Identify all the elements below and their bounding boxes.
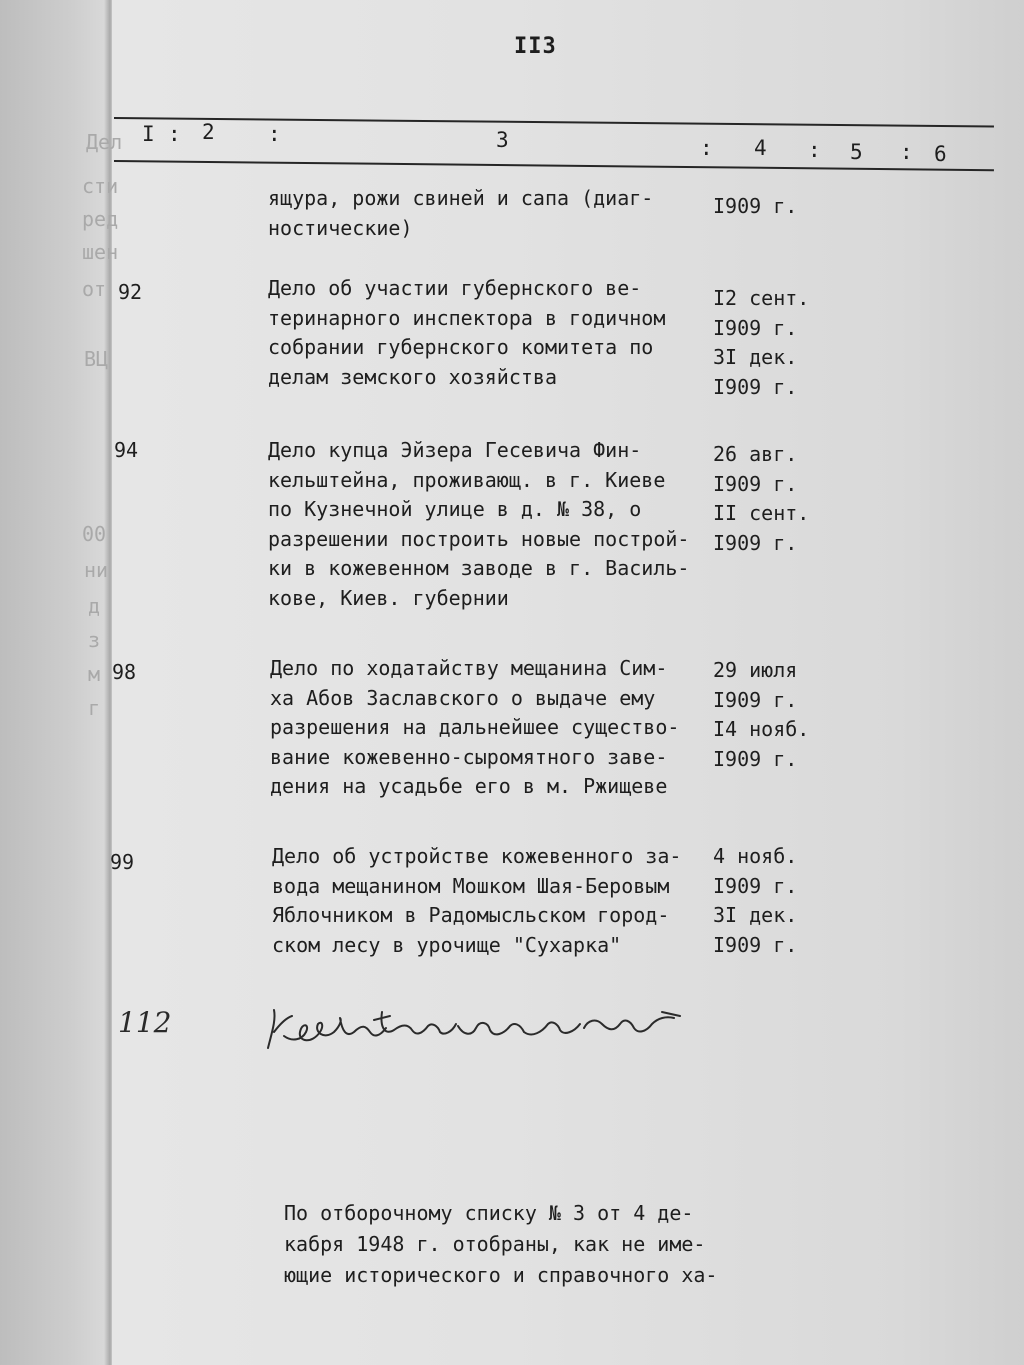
column-separator: : (808, 138, 821, 162)
text-line: по Кузнечной улице в д. № 38, о (268, 497, 642, 521)
ghost-line: ни (84, 558, 109, 582)
text-line: Дело по ходатайству мещанина Сим- (270, 656, 668, 680)
ghost-line: шен (82, 240, 119, 264)
handwritten-signature (262, 1002, 692, 1064)
entry-dates (713, 284, 823, 402)
text-line: Дело об устройстве кожевенного за- (272, 844, 682, 868)
ghost-line: м (88, 662, 101, 686)
entry-description (272, 842, 722, 960)
entry-description (270, 654, 720, 802)
entry-description (268, 436, 718, 613)
text-line: делам земского хозяйства (268, 364, 557, 389)
date-line: I909 г. (713, 932, 798, 957)
column-separator: : (700, 136, 713, 160)
selection-note (284, 1198, 744, 1291)
column-header-6: 6 (934, 142, 947, 166)
text-line: разрешении построить новые построй- (268, 526, 690, 551)
ghost-line: ВЦ (84, 347, 109, 371)
date-line: I909 г. (713, 374, 798, 399)
ghost-line: сти (82, 174, 119, 198)
column-header-3: 3 (496, 128, 509, 152)
date-line: I2 сент. (713, 286, 810, 310)
ghost-line: д (88, 594, 101, 618)
ghost-line: 00 (82, 522, 107, 546)
text-line: кельштейна, проживающ. в г. Киеве (268, 467, 666, 492)
text-line: кове, Киев. губернии (268, 585, 509, 610)
text-line: По отборочному списку № 3 от 4 де- (284, 1201, 694, 1225)
text-line: ющие исторического и справочного ха- (284, 1263, 718, 1287)
text-line: разрешения на дальнейшее существо- (270, 715, 680, 739)
text-line: Дело купца Эйзера Гесевича Фин- (268, 438, 642, 462)
entry-number: 99 (110, 850, 135, 874)
column-separator: : (268, 122, 281, 146)
date-line: 26 авг. (713, 442, 798, 466)
date-line: I909 г. (713, 471, 798, 496)
column-header-1: I (142, 122, 155, 146)
text-line: кабря 1948 г. отобраны, как не име- (284, 1232, 706, 1256)
handwritten-number: 112 (118, 1006, 172, 1039)
ghost-line: ред (82, 207, 119, 231)
text-line: вание кожевенно-сыромятного заве- (270, 744, 668, 769)
column-header-5: 5 (850, 140, 863, 164)
text-line: дения на усадьбе его в м. Ржищеве (270, 774, 668, 798)
ghost-line: з (88, 628, 101, 652)
entry-number: 98 (112, 660, 137, 684)
date-line: I909 г. (713, 746, 798, 771)
entry-number: 94 (114, 438, 139, 462)
continuation-dates (713, 192, 823, 222)
text-line: собрании губернского комитета по (268, 335, 654, 359)
text-line: Дело об участии губернского ве- (268, 276, 642, 300)
column-separator: : (168, 122, 181, 146)
text-line: ки в кожевенном заводе в г. Василь- (268, 556, 690, 580)
date-line: I4 нояб. (713, 717, 810, 741)
text-line: Яблочником в Радомысльском город- (272, 903, 670, 927)
date-line: 3I дек. (713, 903, 798, 927)
entry-description (268, 274, 718, 392)
ghost-line: г (88, 696, 101, 720)
ghost-line: от (82, 277, 107, 301)
column-header-4: 4 (754, 136, 767, 160)
date-line: I909 г. (713, 873, 798, 898)
date-line: I909 г. (713, 315, 798, 340)
date-line: 4 нояб. (713, 844, 798, 868)
entry-dates (713, 440, 823, 558)
column-separator: : (900, 140, 913, 164)
date-line: 3I дек. (713, 345, 798, 369)
entry-dates (713, 656, 823, 774)
date-line: I909 г. (713, 530, 798, 555)
date-line: II сент. (713, 501, 810, 525)
continuation-text (268, 184, 718, 243)
date-line: I909 г. (713, 687, 798, 712)
signature-stroke (268, 1010, 680, 1048)
entry-dates (713, 842, 823, 960)
text-line: ящура, рожи свиней и сапа (диаг- (268, 186, 654, 210)
text-line: ха Абов Заславского о выдаче ему (270, 685, 656, 710)
column-header-2: 2 (202, 120, 215, 144)
ghost-line: Дел (86, 130, 123, 154)
text-line: теринарного инспектора в годичном (268, 305, 666, 330)
text-line: вода мещанином Мошком Шая-Беровым (272, 873, 670, 898)
entry-number: 92 (118, 280, 143, 304)
page-number: II3 (514, 34, 557, 59)
text-line: ностические) (268, 215, 413, 240)
date-line: I909 г. (713, 194, 798, 218)
date-line: 29 июля (713, 658, 798, 682)
column-header-row (112, 122, 992, 172)
text-line: ском лесу в урочище "Сухарка" (272, 932, 622, 957)
